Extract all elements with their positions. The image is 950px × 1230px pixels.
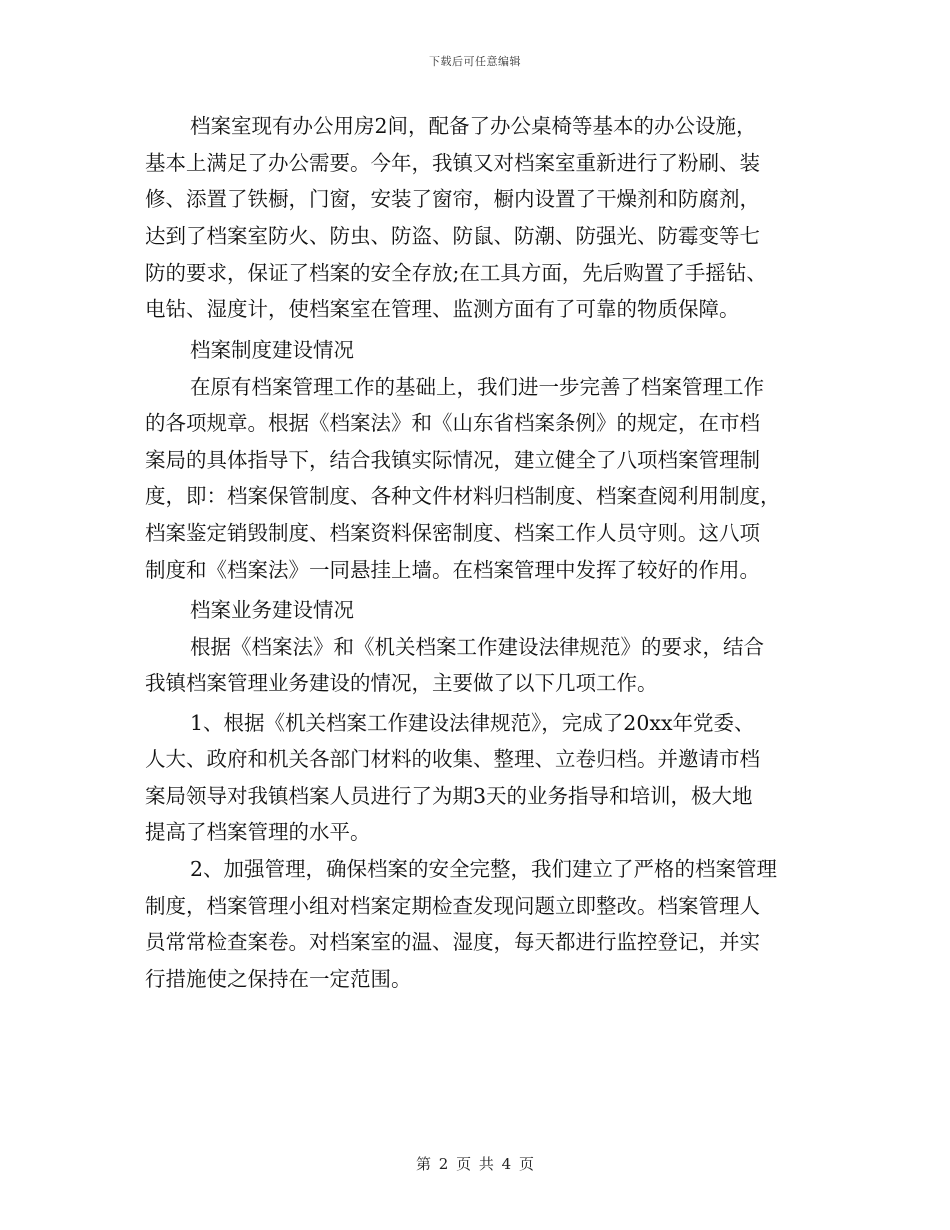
body-line: 案局的具体指导下，结合我镇实际情况，建立健全了八项档案管理制	[145, 448, 760, 472]
section-heading: 档案制度建设情况	[190, 338, 354, 362]
body-line: 修、添置了铁橱，门窗，安装了窗帘，橱内设置了干燥剂和防腐剂，	[145, 187, 760, 211]
body-line: 制度和《档案法》一同悬挂上墙。在档案管理中发挥了较好的作用。	[145, 558, 760, 582]
body-line: 制度，档案管理小组对档案定期检查发现问题立即整改。档案管理人	[145, 894, 760, 918]
body-line: 度，即：档案保管制度、各种文件材料归档制度、档案查阅利用制度，	[145, 484, 781, 508]
body-line: 提高了档案管理的水平。	[145, 820, 371, 844]
body-line: 根据《档案法》和《机关档案工作建设法律规范》的要求，结合	[190, 635, 764, 659]
body-line: 我镇档案管理业务建设的情况，主要做了以下几项工作。	[145, 671, 658, 695]
body-line: 行措施使之保持在一定范围。	[145, 967, 412, 991]
body-line: 的各项规章。根据《档案法》和《山东省档案条例》的规定，在市档	[145, 411, 760, 435]
page-header: 下载后可任意编辑	[429, 55, 521, 68]
section-heading: 档案业务建设情况	[190, 598, 354, 622]
body-line: 档案鉴定销毁制度、档案资料保密制度、档案工作人员守则。这八项	[145, 521, 760, 545]
body-line: 1、根据《机关档案工作建设法律规范》，完成了20xx年党委、	[190, 711, 755, 735]
body-line: 案局领导对我镇档案人员进行了为期3天的业务指导和培训，极大地	[145, 784, 753, 808]
body-line: 员常常检查案卷。对档案室的温、湿度，每天都进行监控登记，并实	[145, 930, 760, 954]
body-line: 在原有档案管理工作的基础上，我们进一步完善了档案管理工作	[190, 375, 764, 399]
body-line: 防的要求，保证了档案的安全存放;在工具方面，先后购置了手摇钻、	[145, 261, 767, 285]
body-line: 2、加强管理，确保档案的安全完整，我们建立了严格的档案管理	[190, 857, 778, 881]
page-footer: 第 2 页 共 4 页	[416, 1155, 534, 1173]
body-line: 人大、政府和机关各部门材料的收集、整理、立卷归档。并邀请市档	[145, 747, 760, 771]
body-line: 基本上满足了办公需要。今年，我镇又对档案室重新进行了粉刷、装	[145, 151, 760, 175]
body-line: 达到了档案室防火、防虫、防盗、防鼠、防潮、防强光、防霉变等七	[145, 224, 760, 248]
body-line: 档案室现有办公用房2间，配备了办公桌椅等基本的办公设施，	[190, 114, 757, 138]
body-line: 电钻、湿度计，使档案室在管理、监测方面有了可靠的物质保障。	[145, 297, 740, 321]
